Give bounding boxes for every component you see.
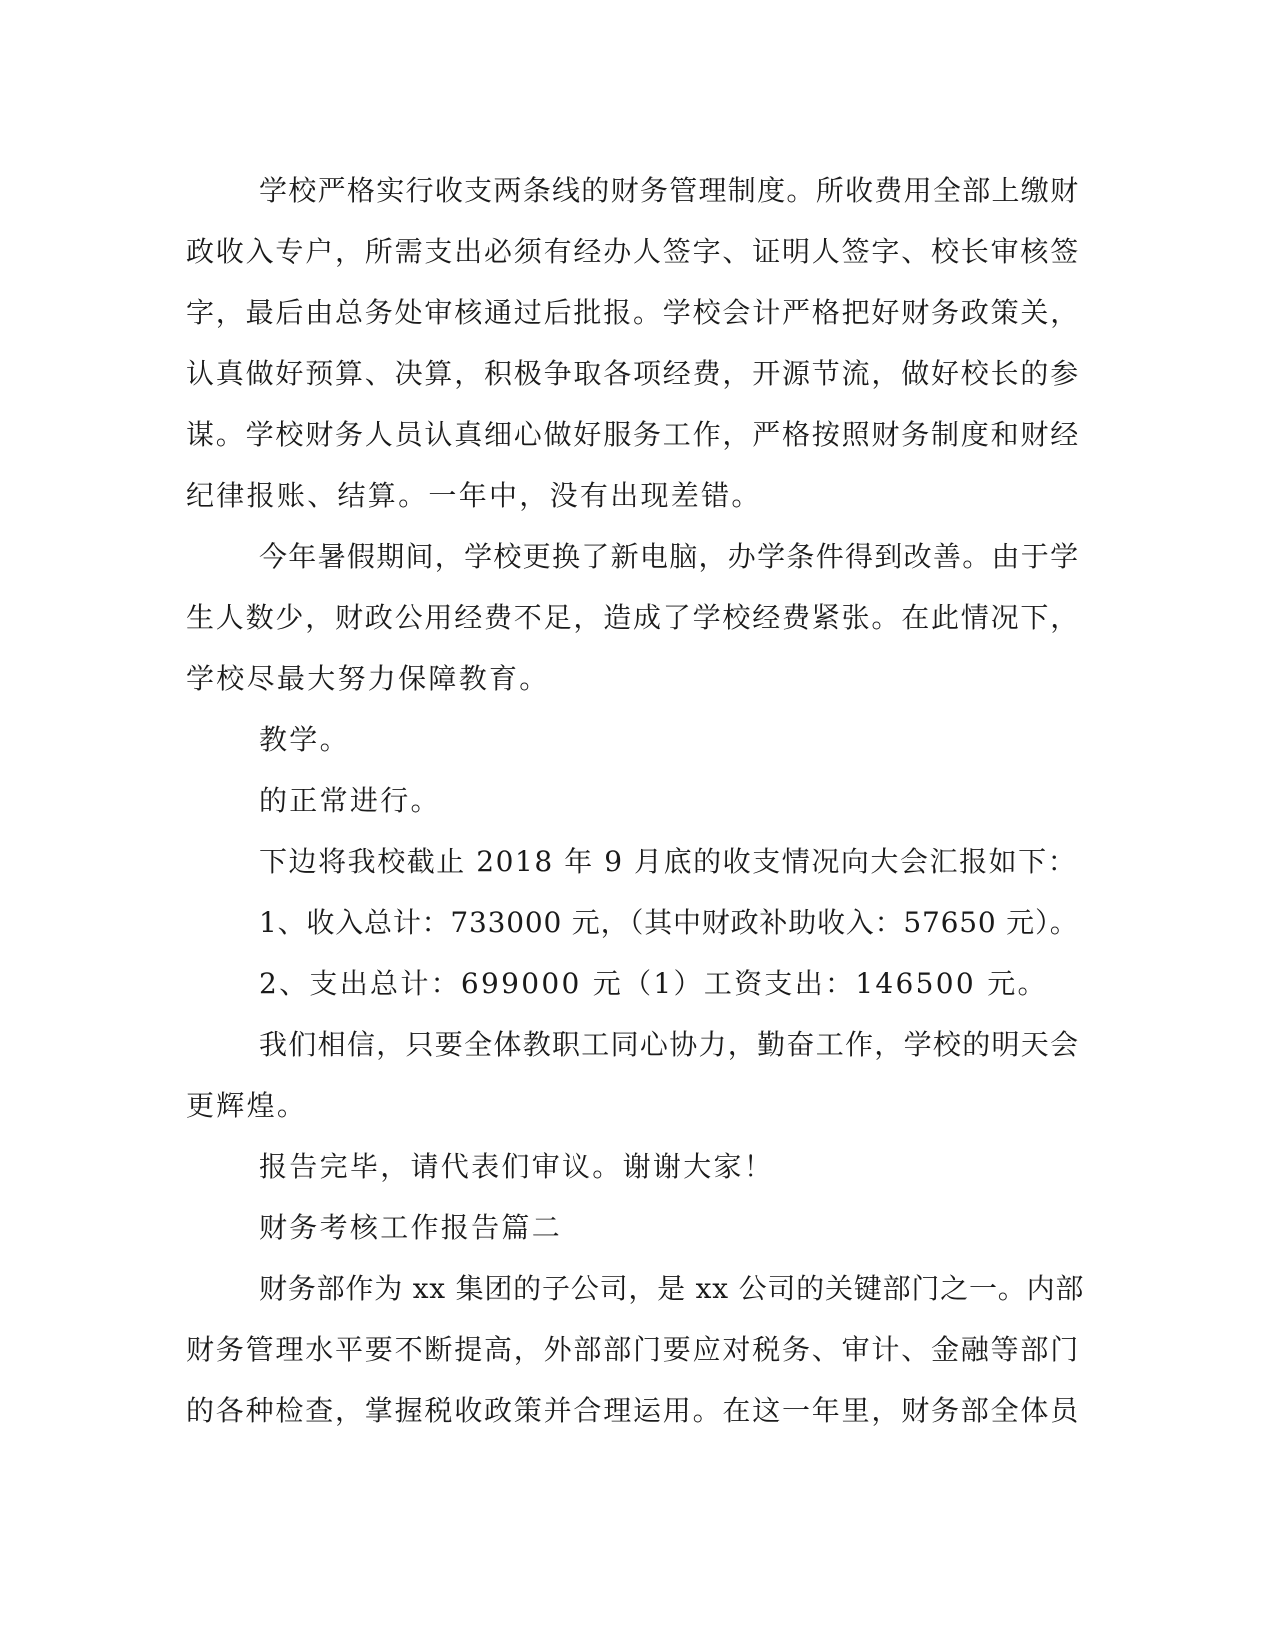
- text-line: 1、收入总计：733000 元，（其中财政补助收入：57650 元）。: [259, 906, 1079, 939]
- text-line: 教学。: [259, 723, 350, 756]
- text-line: 字，最后由总务处审核通过后批报。学校会计严格把好财务政策关，: [186, 296, 1081, 329]
- text-line: 学校尽最大努力保障教育。: [186, 662, 550, 695]
- text-line: 纪律报账、结算。一年中，没有出现差错。: [186, 479, 762, 512]
- text-line: 的各种检查，掌握税收政策并合理运用。在这一年里，财务部全体员: [186, 1394, 1081, 1427]
- text-line: 认真做好预算、决算，积极争取各项经费，开源节流，做好校长的参: [186, 357, 1081, 390]
- text-line: 报告完毕，请代表们审议。谢谢大家！: [259, 1150, 775, 1183]
- text-line: 生人数少，财政公用经费不足，造成了学校经费紧张。在此情况下，: [186, 601, 1081, 634]
- text-line: 谋。学校财务人员认真细心做好服务工作，严格按照财务制度和财经: [186, 418, 1081, 451]
- text-line: 2、支出总计：699000 元（1）工资支出：146500 元。: [259, 967, 1048, 1000]
- text-line: 财务部作为 xx 集团的子公司，是 xx 公司的关键部门之一。内部: [259, 1272, 1085, 1305]
- text-line: 的正常进行。: [259, 784, 441, 817]
- text-line: 财务管理水平要不断提高，外部部门要应对税务、审计、金融等部门: [186, 1333, 1081, 1366]
- text-line: 更辉煌。: [186, 1089, 308, 1122]
- text-line: 我们相信，只要全体教职工同心协力，勤奋工作，学校的明天会: [259, 1028, 1080, 1061]
- text-line: 下边将我校截止 2018 年 9 月底的收支情况向大会汇报如下：: [259, 845, 1078, 878]
- text-line: 学校严格实行收支两条线的财务管理制度。所收费用全部上缴财: [259, 174, 1080, 207]
- section-heading: 财务考核工作报告篇二: [259, 1211, 563, 1244]
- document-body: [186, 160, 1086, 1441]
- text-line: 今年暑假期间，学校更换了新电脑，办学条件得到改善。由于学: [259, 540, 1080, 573]
- text-line: 政收入专户，所需支出必须有经办人签字、证明人签字、校长审核签: [186, 235, 1081, 268]
